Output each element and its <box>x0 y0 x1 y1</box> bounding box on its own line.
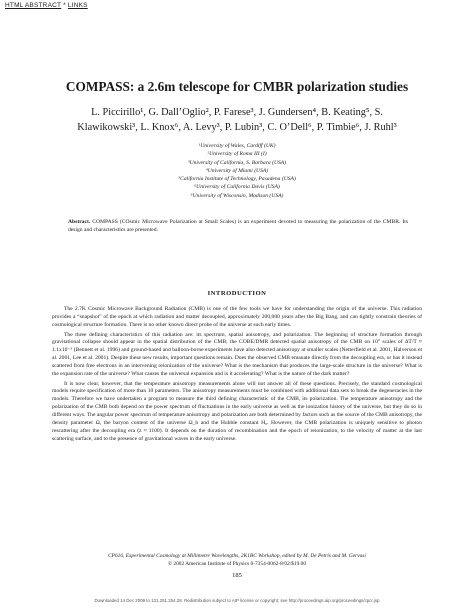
html-abstract-link[interactable]: HTML ABSTRACT <box>5 2 62 9</box>
paper-title: COMPASS: a 2.6m telescope for CMBR polarization studies <box>65 79 409 94</box>
affiliation-list <box>90 142 384 200</box>
abstract <box>68 218 408 234</box>
affiliation: ⁶University of California Davis (USA) <box>194 184 280 191</box>
affiliation: ⁴University of Miami (USA) <box>205 167 269 174</box>
abstract-text: COMPASS (COsmic Microwave Polarization at Small Scales) is an experiment devoted to measuring the polarization of the CMBR. Its design and characteristics are presented. <box>68 219 408 233</box>
links-separator: * <box>63 2 66 9</box>
affiliation: ⁶University of Wisconsin, Madison (USA) <box>190 192 284 199</box>
affiliation: ³University of California, S. Barbara (USA) <box>187 159 287 166</box>
body-paragraph: The three defining characteristics of this radiation are: its spectrum, spatial anisotropy, and polarization. The beginning of structure formation through gravitational collapse should appear in the spatial distribution of the CMB; the COBE/DMR detected spatial anisotropy of the CMB on 10° scales of ΔT/T ≈ 1.1x10⁻⁵ (Bennett et al. 1996) and ground-based and balloon-borne experiments have also detected anisotropy at smaller scales (Netterfield et al. 2001, Halverson et al. 2001, Lee et al. 2001). Despite these new results, important questions remain. Does the observed CMB emanate directly from the decoupling era, or has it instead scattered from free electrons in an intervening reionization of the universe? What is the mechanism that produces the large-scale structure in the universe? What is the expansion rate of the universe? What causes the universal expansion and is it accelerating? What is the nature of the dark matter? <box>52 331 422 377</box>
conference-citation: CP616, Experimental Cosmology at Millimetre Wavelengths, 2K1BC Workshop, edited by M. De Petris and M. Gervasi <box>108 553 366 559</box>
publication-footer <box>52 553 422 568</box>
body-paragraph: It is now clear, however, that the temperature anisotropy measurements alone will not answer all of these questions. Precisely, the standard cosmological models require specification of more than 10 parameters. The anisotropy measurements must be combined with additional data sets to break the degeneracies in the models. Therefore we have undertaken a program to measure the third defining characteristic of the CMB, its polarization. The temperature anisotropy and the polarization of the CMB both depend on the power spectrum of fluctuations in the early universe as well as the ionization history of the universe, but they do so in different ways. The angular power spectrum of temperature anisotropy and polarization are both determined by factors such as the source of the CMB anisotropy, the density parameter Ω, the baryon content of the universe Ω_b and the Hubble constant H₀. However, the CMB polarization is uniquely sensitive to photon rescattering after the decoupling era (z ≈ 1100). It depends on the duration of recombination and the epoch of reionization, to the velocity of matter at the last scattering surface, and to the presence of gravitational waves in the early universe. <box>52 380 422 442</box>
section-heading: INTRODUCTION <box>207 290 267 297</box>
links-link[interactable]: LINKS <box>67 2 88 9</box>
page-number: 185 <box>232 572 242 579</box>
affiliation: ¹University of Wales, Cardiff (UK) <box>198 143 276 149</box>
body-text <box>52 306 422 443</box>
body-paragraph: The 2.7K Cosmic Microwave Background Radiation (CMB) is one of the few tools we have for understanding the origin of the universe. This radiation provides a “snapshot” of the epoch at which radiation and matter decoupled, approximately 200,000 years after the Big Bang, and can tightly constrain theories of cosmological structure formation. There is no other known direct probe of the universe at such early times. <box>52 306 422 328</box>
author-line: L. Piccirillo¹, G. Dall’Oglio², P. Farese³, J. Gundersen⁴, B. Keating⁵, S. <box>91 107 383 118</box>
affiliation: ⁵California Institute of Technology, Pasadena (USA) <box>178 176 296 182</box>
download-stamp: Downloaded 14 Dec 2009 to 131.251.254.28. Redistribution subject to AIP license or copyright; see http://proceedings.aip.org/proceedings/cpcr.jsp <box>94 598 380 603</box>
author-line: Klawikowski³, L. Knox⁶, A. Levy³, P. Lubin³, C. O’Dell⁶, P. Timbie⁶, J. Ruhl³ <box>77 122 397 133</box>
affiliation: ²University of Roma III (I) <box>207 151 267 158</box>
author-list <box>40 105 434 135</box>
abstract-label: Abstract. <box>68 219 91 225</box>
top-links-bar <box>5 2 88 9</box>
copyright-line: © 2002 American Institute of Physics 0-7354-0062-8/02/$19.00 <box>167 560 307 567</box>
